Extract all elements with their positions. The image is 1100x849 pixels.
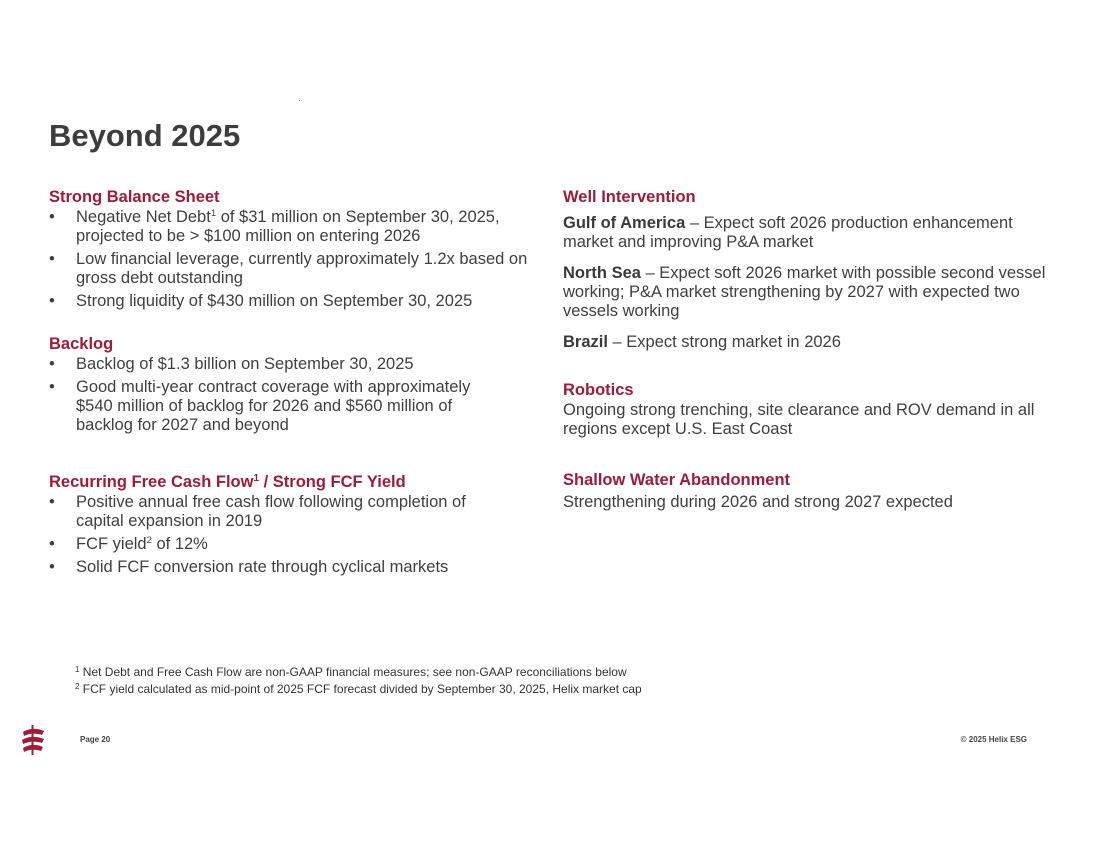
footnote-1: $^1$ Net Debt and Free Cash Flow are non-GAAP financial measures; see non-GAAP reconciliations below [75, 665, 627, 679]
helix-logo-icon [20, 725, 46, 755]
bullet-glyph: • [49, 250, 55, 268]
list-item: • Backlog of $1.3 billion on September 30, 2025 [49, 355, 414, 373]
shallow-water-heading: Shallow Water Abandonment [563, 471, 791, 489]
left-column [49, 186, 549, 581]
right-column [563, 186, 1058, 512]
copyright-notice: © 2025 Helix ESG [960, 735, 1027, 744]
well-intervention-heading: Well Intervention [563, 188, 696, 206]
footnote-2: $^2$ FCF yield calculated as mid-point of 2025 FCF forecast divided by September 30, 2025, Helix market cap [75, 682, 642, 696]
list-item: • Strong liquidity of $430 million on September 30, 2025 [49, 292, 473, 310]
list-item: • FCF yield$^2$ of 12% [49, 535, 208, 553]
gulf-of-america-paragraph: Gulf of America – Expect soft 2026 production enhancement market and improving P&A market [563, 214, 1013, 251]
list-item: • Negative Net Debt$^1$ of $31 million on September 30, 2025, projected to be > $100 million on entering 2026 [49, 208, 500, 245]
list-item: • Solid FCF conversion rate through cyclical markets [49, 558, 449, 576]
list-item: • Good multi-year contract coverage with approximately $540 million of backlog for 2026 and $560 million of backlog for 2027 and beyond [49, 378, 471, 434]
footnote-ref: 1 [210, 208, 217, 219]
footnote-ref: 2 [146, 535, 152, 546]
bullet-glyph: • [49, 292, 55, 310]
bullet-glyph: • [49, 378, 55, 396]
backlog-list [49, 355, 549, 435]
bullet-glyph: • [49, 535, 55, 553]
page-number: Page 20 [80, 735, 111, 744]
north-sea-paragraph: North Sea – Expect soft 2026 market with possible second vessel working; P&A market strengthening by 2027 with expected two vessels working [563, 264, 1046, 320]
fcf-heading: Recurring Free Cash Flow$^1$ / Strong FCF Yield [49, 473, 406, 491]
list-item: • Low financial leverage, currently approximately 1.2x based on gross debt outstanding [49, 250, 528, 287]
bullet-glyph: • [49, 558, 55, 576]
list-item: • Positive annual free cash flow following completion of capital expansion in 2019 [49, 493, 466, 530]
robotics-heading: Robotics [563, 381, 634, 399]
decorative-dot [299, 100, 300, 101]
fcf-list [49, 493, 549, 577]
bullet-glyph: • [49, 355, 55, 373]
shallow-water-paragraph: Strengthening during 2026 and strong 2027 expected [563, 493, 953, 511]
slide-title: Beyond 2025 [49, 118, 241, 153]
balance-sheet-list [49, 208, 549, 311]
balance-sheet-heading: Strong Balance Sheet [49, 188, 220, 206]
backlog-heading: Backlog [49, 335, 114, 353]
robotics-paragraph: Ongoing strong trenching, site clearance and ROV demand in all regions except U.S. East Coast [563, 401, 1035, 438]
footnotes [75, 664, 642, 698]
bullet-glyph: • [49, 493, 55, 511]
brazil-paragraph: Brazil – Expect strong market in 2026 [563, 333, 841, 351]
bullet-glyph: • [49, 208, 55, 226]
